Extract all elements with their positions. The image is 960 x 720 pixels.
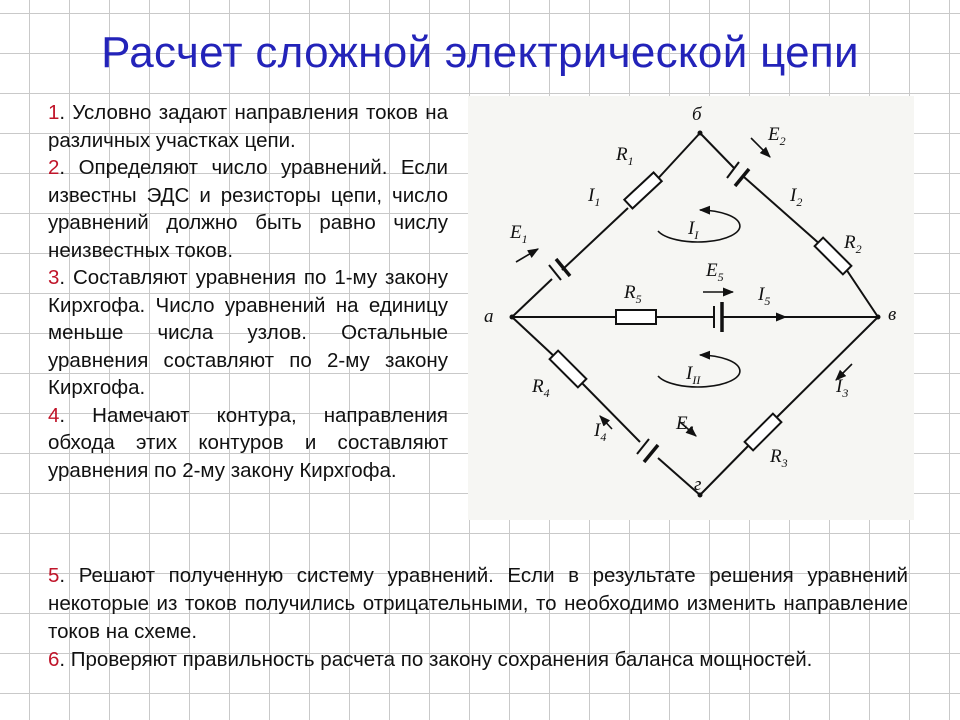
resistor-r4 [550,351,587,388]
step-number: 2 [48,156,60,179]
wire-b-v [844,266,878,317]
e4-plate [644,445,658,462]
wire-a-g [580,381,640,442]
loop-2-label: $I_{II}$ [686,363,701,387]
node-b-label: б [692,104,702,125]
r1-label: $R_1$ [616,144,634,168]
e1-label: $E_1$ [510,222,528,246]
node-a-dot [510,315,515,320]
e2-plate [727,162,739,178]
step-1 [48,99,448,154]
e5-label: $E_5$ [706,260,724,284]
circuit-figure [468,96,914,520]
steps-left-column [48,99,448,484]
wire-b-v [744,177,822,246]
step-number: 5 [48,564,60,587]
e2-plate [735,169,749,186]
e1-plate [549,265,561,280]
circuit-diagram [468,96,914,520]
step-number: 4 [48,403,60,427]
wire-g-v [700,442,752,495]
step-text: . Определяют число уравнений. Если известны ЭДС и резисторы цепи, число уравнений должно быть равно числу неизвестных токов. [48,156,448,262]
step-text: . Намечают контура, направления обхода этих контуров и составляют уравнения по 2-му закону Кирхгофа. [48,403,448,482]
r4-label: $R_4$ [532,376,550,400]
i1-label: $I_1$ [588,185,601,209]
i4-label: $I_4$ [594,420,607,444]
loop-1-label: $I_I$ [688,218,699,242]
step-number: 1 [48,101,60,124]
e1-plate [556,259,570,276]
step-5 [48,562,908,646]
step-2 [48,154,448,264]
resistor-r5 [616,310,656,324]
wire-b-v [700,133,734,168]
step-text: . Условно задают направления токов на различных участках цепи. [48,101,448,152]
step-6 [48,646,908,674]
node-a-label: а [484,306,494,327]
step-4 [48,402,448,485]
step-3 [48,264,448,402]
wire-a-b [512,279,552,317]
i2-label: $I_2$ [790,185,803,209]
node-v-dot [876,315,881,320]
resistor-r3 [745,414,782,451]
i3-label: $I_3$ [836,376,849,400]
steps-bottom-column [48,562,908,674]
page-title: Расчет сложной электрической цепи [101,28,859,77]
wire-a-b [562,208,628,270]
r3-label: $R_3$ [770,446,788,470]
node-v-label: в [888,304,897,325]
step-text: . Решают полученную систему уравнений. Если в результате решения уравнений некоторые из токов получились отрицательными, то необходимо изменить направление токов на схеме. [48,564,908,643]
step-number: 3 [48,266,60,289]
i5-label: $I_5$ [758,284,771,308]
node-b-dot [698,131,703,136]
wire-g-v [774,317,878,420]
e1-direction-arrow [516,249,538,262]
resistor-r1 [624,172,661,208]
step-text: . Проверяют правильность расчета по закону сохранения баланса мощностей. [59,648,813,671]
r2-label: $R_2$ [844,232,862,256]
step-text: . Составляют уравнения по 1-му закону Кирхгофа. Число уравнений на единицу меньше числа узлов. Остальные уравнения составляют по 2-му закону Кирхгофа. [48,266,448,399]
r5-label: $R_5$ [624,282,642,306]
loop-1-arrow [658,210,740,242]
step-number: 6 [48,648,60,671]
wire-a-g [512,317,556,358]
node-g-label: г [694,474,702,495]
e2-label: $E_2$ [768,124,786,148]
i4-direction-arrow [600,416,612,429]
e4-label: $E_4$ [676,413,694,437]
